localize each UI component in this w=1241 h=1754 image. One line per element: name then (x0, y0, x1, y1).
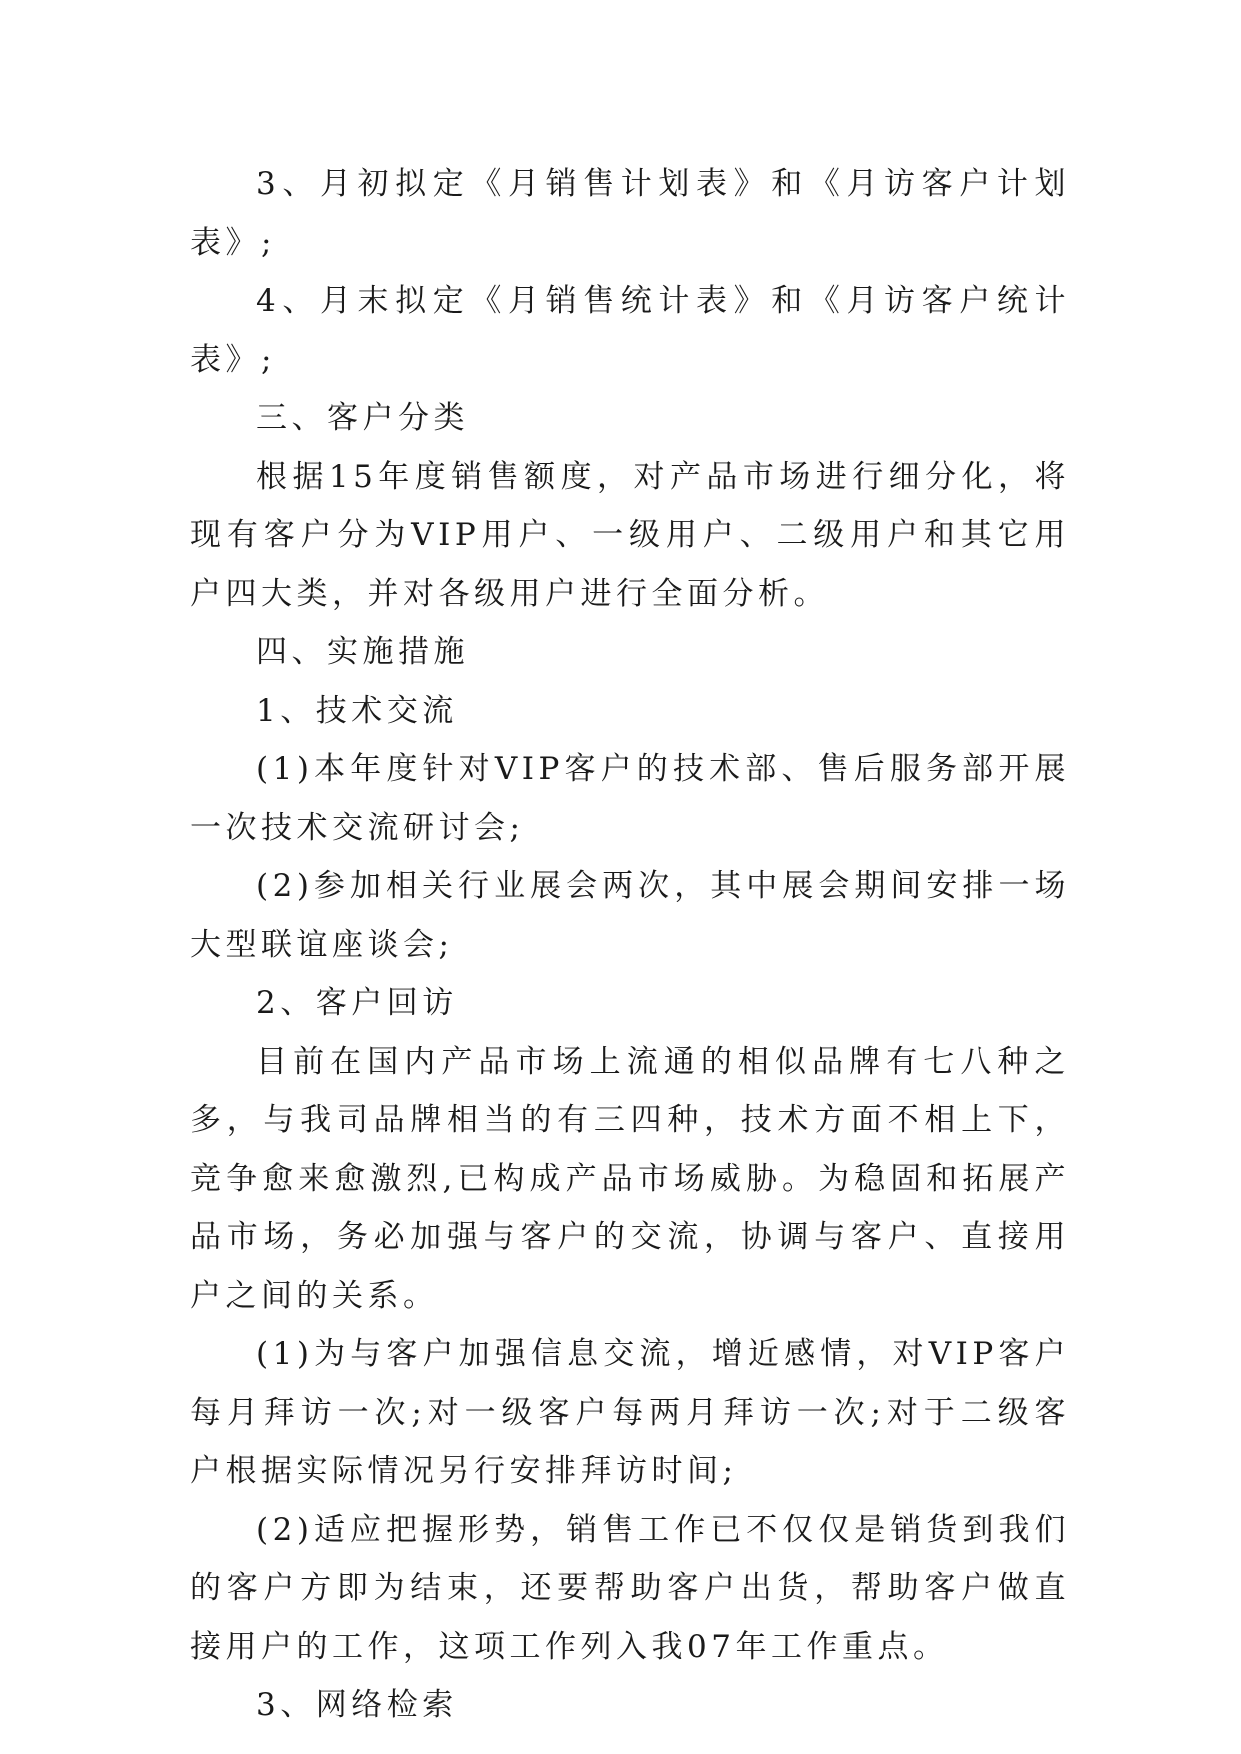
paragraph-stat-table: 4、月末拟定《月销售统计表》和《月访客户统计表》; (190, 283, 1070, 378)
paragraph-visit-1: (1)为与客户加强信息交流，增近感情，对VIP客户每月拜访一次;对一级客户每两月拜访一次;对于二级客户根据实际情况另行安排拜访时间; (190, 1336, 1070, 1489)
heading-customer-visit: 2、客户回访 (256, 985, 458, 1021)
heading-tech-exchange: 1、技术交流 (256, 692, 458, 729)
paragraph-tech-exchange-2: (2)参加相关行业展会两次，其中展会期间安排一场大型联谊座谈会; (190, 868, 1070, 963)
paragraph-market-situation: 目前在国内产品市场上流通的相似品牌有七八种之多，与我司品牌相当的有三四种，技术方面不相上下，竞争愈来愈激烈,已构成产品市场威胁。为稳固和拓展产品市场，务必加强与客户的交流，协调与客户、直接用户之间的关系。 (190, 1043, 1070, 1314)
paragraph-visit-2: (2)适应把握形势，销售工作已不仅仅是销货到我们的客户方即为结束，还要帮助客户出货，帮助客户做直接用户的工作，这项工作列入我07年工作重点。 (190, 1511, 1070, 1665)
paragraph-plan-table: 3、月初拟定《月销售计划表》和《月访客户计划表》; (190, 166, 1070, 261)
heading-measures: 四、实施措施 (256, 634, 469, 670)
paragraph-tech-exchange-1: (1)本年度针对VIP客户的技术部、售后服务部开展一次技术交流研讨会; (190, 751, 1070, 846)
heading-customer-classification: 三、客户分类 (256, 400, 469, 436)
heading-network-search: 3、网络检索 (256, 1687, 458, 1723)
document-body (190, 155, 1070, 1735)
paragraph-classification-body: 根据15年度销售额度，对产品市场进行细分化，将现有客户分为VIP用户、一级用户、二级用户和其它用户四大类，并对各级用户进行全面分析。 (190, 458, 1070, 612)
